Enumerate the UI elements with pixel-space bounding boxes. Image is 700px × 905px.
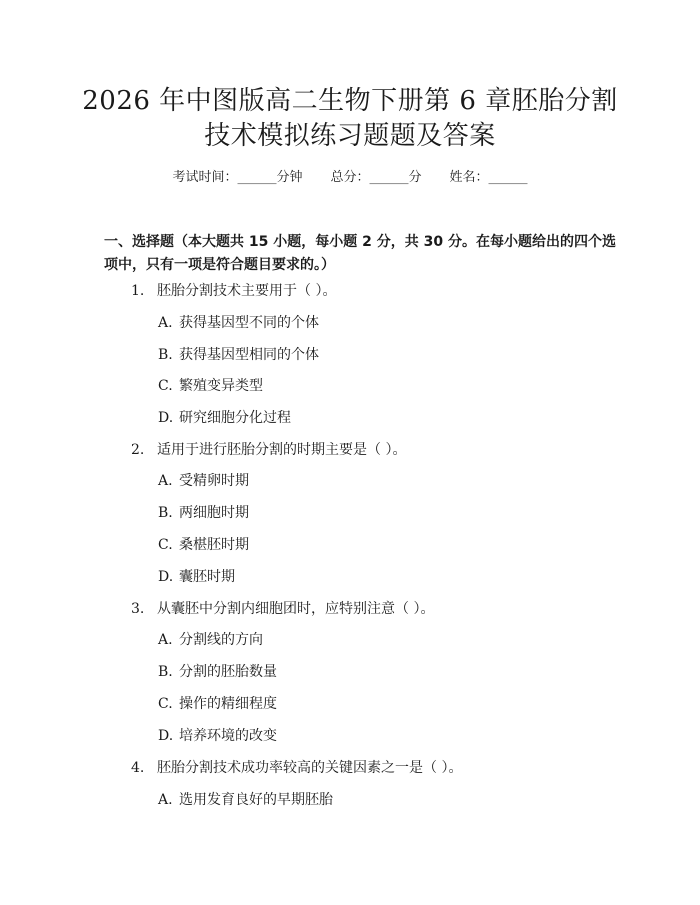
document-title-line-2: 技术模拟练习题题及答案 bbox=[204, 121, 496, 151]
question-text: 从囊胚中分割内细胞团时，应特别注意（ ）。 bbox=[157, 601, 435, 617]
exam-time-field: 考试时间：______分钟 bbox=[172, 170, 303, 185]
option-letter: A. bbox=[158, 315, 173, 331]
name-field: 姓名：______ bbox=[449, 170, 528, 185]
question-1-option-d bbox=[158, 408, 291, 428]
option-letter: B. bbox=[158, 505, 173, 521]
question-3-option-c bbox=[158, 694, 277, 714]
question-number: 3. bbox=[131, 601, 145, 617]
option-letter: D. bbox=[158, 728, 174, 744]
option-letter: C. bbox=[158, 696, 173, 712]
option-letter: A. bbox=[158, 792, 173, 808]
option-letter: B. bbox=[158, 664, 173, 680]
option-text: 囊胚时期 bbox=[179, 569, 235, 585]
question-text: 胚胎分割技术主要用于（ ）。 bbox=[157, 283, 337, 299]
question-2-option-b bbox=[158, 503, 249, 523]
option-text: 培养环境的改变 bbox=[179, 728, 277, 744]
total-score-field: 总分：______分 bbox=[330, 170, 422, 185]
question-3-option-a bbox=[158, 630, 263, 650]
option-letter: A. bbox=[158, 632, 173, 648]
option-text: 两细胞时期 bbox=[179, 505, 249, 521]
question-1-option-c bbox=[158, 376, 263, 396]
question-number: 2. bbox=[131, 442, 145, 458]
document-title-line-1: 2026 年中图版高二生物下册第 6 章胚胎分割 bbox=[82, 86, 618, 116]
section-header-line-2: 项中，只有一项是符合题目要求的。） bbox=[104, 257, 335, 273]
question-3 bbox=[131, 599, 434, 619]
question-4-option-a bbox=[158, 790, 333, 810]
option-letter: D. bbox=[158, 569, 174, 585]
question-text: 胚胎分割技术成功率较高的关键因素之一是（ ）。 bbox=[157, 760, 463, 776]
question-1 bbox=[131, 281, 336, 301]
option-text: 繁殖变异类型 bbox=[179, 378, 263, 394]
option-text: 分割的胚胎数量 bbox=[179, 664, 277, 680]
question-2-option-a bbox=[158, 471, 249, 491]
option-text: 获得基因型不同的个体 bbox=[179, 315, 319, 331]
question-2-option-d bbox=[158, 567, 235, 587]
question-3-option-b bbox=[158, 662, 277, 682]
option-letter: A. bbox=[158, 473, 173, 489]
option-text: 操作的精细程度 bbox=[179, 696, 277, 712]
option-text: 受精卵时期 bbox=[179, 473, 249, 489]
option-text: 获得基因型相同的个体 bbox=[179, 347, 319, 363]
question-number: 4. bbox=[131, 760, 145, 776]
option-text: 分割线的方向 bbox=[179, 632, 263, 648]
option-letter: C. bbox=[158, 378, 173, 394]
option-text: 桑椹胚时期 bbox=[179, 537, 249, 553]
option-letter: B. bbox=[158, 347, 173, 363]
question-2 bbox=[131, 440, 406, 460]
option-text: 选用发育良好的早期胚胎 bbox=[179, 792, 333, 808]
question-3-option-d bbox=[158, 726, 277, 746]
option-text: 研究细胞分化过程 bbox=[179, 410, 291, 426]
section-header-line-1: 一、选择题（本大题共 15 小题，每小题 2 分，共 30 分。在每小题给出的四个选 bbox=[104, 234, 616, 250]
exam-info-row bbox=[0, 168, 700, 188]
question-text: 适用于进行胚胎分割的时期主要是（ ）。 bbox=[157, 442, 407, 458]
question-4 bbox=[131, 758, 462, 778]
option-letter: C. bbox=[158, 537, 173, 553]
question-2-option-c bbox=[158, 535, 249, 555]
question-number: 1. bbox=[131, 283, 145, 299]
option-letter: D. bbox=[158, 410, 174, 426]
question-1-option-a bbox=[158, 313, 319, 333]
question-1-option-b bbox=[158, 345, 319, 365]
